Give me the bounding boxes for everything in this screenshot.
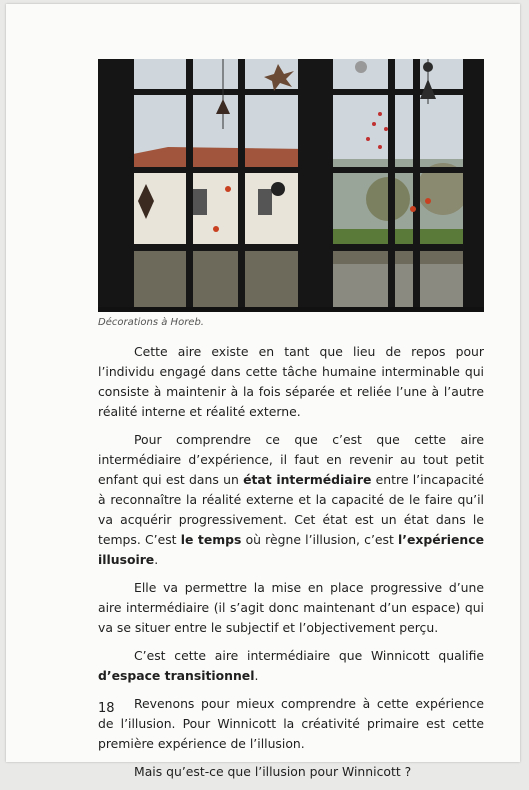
photo-illustration — [98, 59, 484, 312]
text-run: Pour comprendre ce que c’est que cette aire intermédiaire d’expérience, il faut en revenir au tout petit enfant qui est dans un — [98, 432, 484, 487]
paragraph — [98, 430, 484, 570]
book-page — [6, 4, 520, 779]
text-run: . — [154, 552, 159, 567]
paragraph — [98, 646, 484, 686]
text-run: Mais qu’est-ce que l’illusion pour Winnicott ? — [134, 764, 412, 779]
photo-caption: Décorations à Horeb. — [98, 317, 204, 328]
text-run: Revenons pour mieux comprendre à cette expérience de l’illusion. Pour Winnicott la créativité primaire est cette première expérience de l’illusion. — [98, 696, 484, 751]
paragraph — [98, 578, 484, 638]
emphasis-text: d’espace transitionnel — [98, 668, 255, 683]
text-run: . — [254, 668, 259, 683]
emphasis-text: l’expérience illusoire — [98, 532, 484, 567]
text-run: Elle va permettre la mise en place progressive d’une aire intermédiaire (il s’agit donc maintenant d’un espace) qui va se situer entre le subjectif et l’objectivement perçu. — [98, 580, 484, 635]
emphasis-text: le temps — [180, 532, 242, 547]
paragraph — [98, 342, 484, 422]
text-run: C’est cette aire intermédiaire que Winnicott qualifie — [134, 648, 484, 663]
text-run: entre l’incapacité à reconnaître la réalité externe et la capacité de le faire qu’il va acquérir progressivement. Cet état est un état dans le temps. C’est — [98, 472, 485, 547]
window-decorations-photo — [98, 59, 484, 312]
page-number: 18 — [98, 701, 115, 716]
paragraph — [98, 694, 484, 754]
text-run: où règne l’illusion, c’est — [241, 532, 399, 547]
text-run: Cette aire existe en tant que lieu de repos pour l’individu engagé dans cette tâche humaine interminable qui consiste à maintenir à la fois séparée et reliée l’une à l’autre réalité interne et réalité externe. — [98, 344, 484, 419]
emphasis-text: état intermédiaire — [243, 472, 372, 487]
paragraph — [98, 762, 484, 782]
body-text — [98, 342, 484, 790]
